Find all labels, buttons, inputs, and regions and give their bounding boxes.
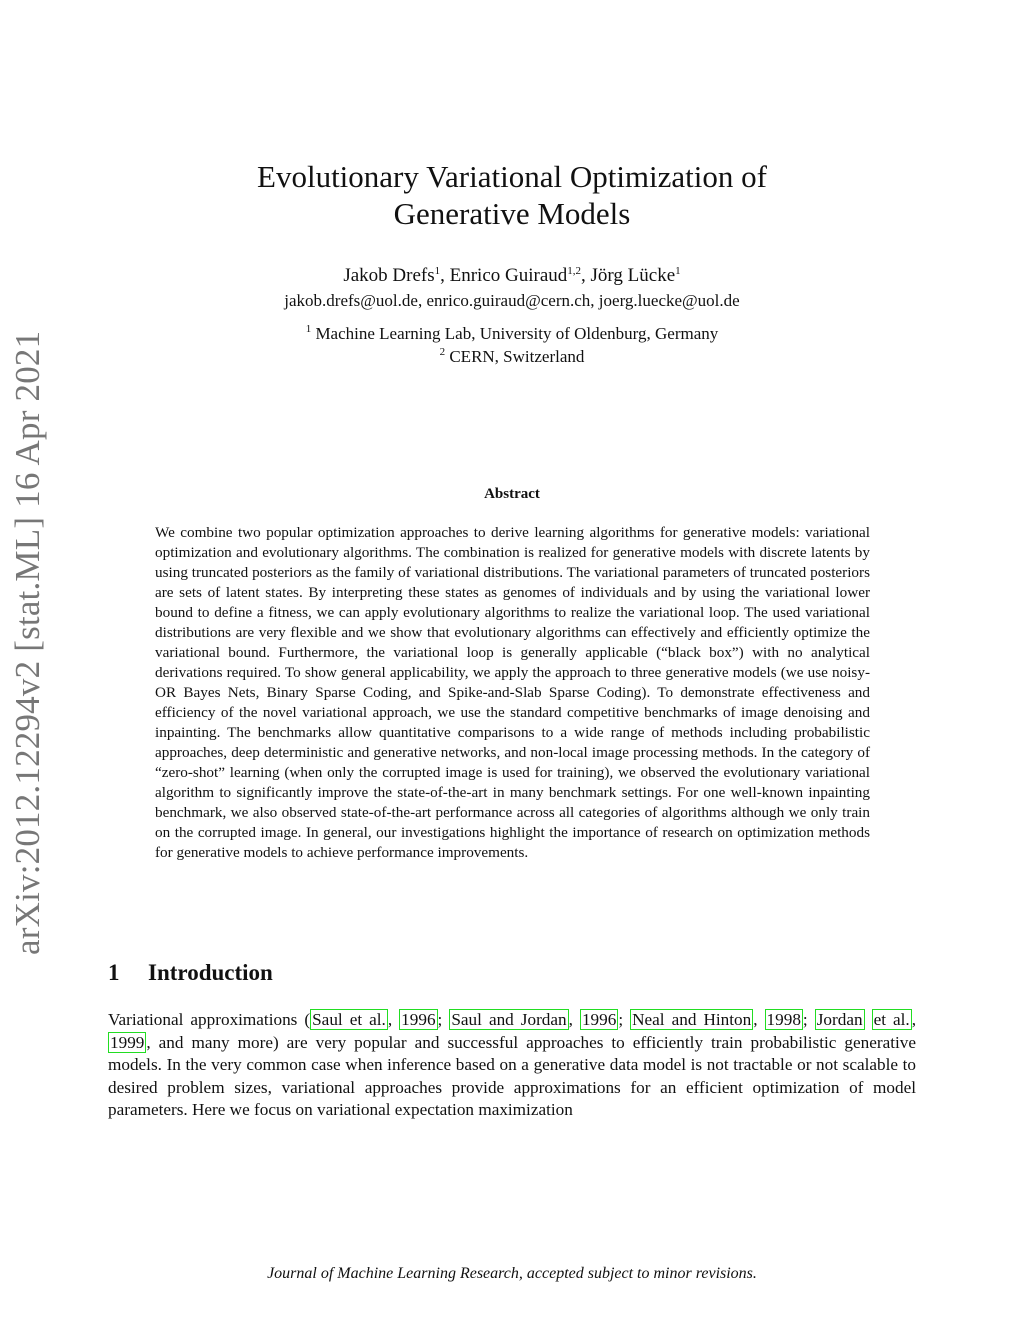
- section-title: Introduction: [148, 960, 273, 985]
- abstract-heading: Abstract: [484, 486, 540, 502]
- citation-separator: ,: [387, 1010, 400, 1029]
- citation-year-link[interactable]: 1996: [581, 1010, 617, 1029]
- citation-separator: ,: [753, 1010, 765, 1029]
- author-name: Jörg Lücke: [590, 265, 676, 286]
- citation-separator: ,: [911, 1010, 917, 1029]
- citation-link[interactable]: Jordan: [816, 1010, 863, 1029]
- affiliation-2: [150, 347, 874, 367]
- journal-footer-note: Journal of Machine Learning Research, accepted subject to minor revisions.: [267, 1265, 757, 1282]
- introduction-paragraph: [108, 1009, 916, 1122]
- author-name: Jakob Drefs: [343, 265, 435, 286]
- author-affiliation-mark: 1: [675, 265, 681, 277]
- author-name: Enrico Guiraud: [449, 265, 568, 286]
- affiliation-mark: 1: [305, 323, 312, 335]
- citation-link[interactable]: Saul et al.: [312, 1010, 386, 1029]
- citation-link[interactable]: Saul and Jordan: [451, 1010, 567, 1029]
- author-affiliation-mark: 1,2: [567, 265, 582, 277]
- citation-link[interactable]: Neal and Hinton: [632, 1010, 752, 1029]
- title-line-2: Generative Models: [393, 196, 631, 231]
- affiliation-text: Machine Learning Lab, University of Oldenburg, Germany: [315, 324, 719, 343]
- paper-title: [150, 158, 874, 232]
- intro-text-start: Variational approximations (: [108, 1010, 311, 1029]
- affiliation-text: CERN, Switzerland: [449, 347, 585, 366]
- abstract-body: We combine two popular optimization approaches to derive learning algorithms for generative models: variational optimization and evolutionary algorithms. The combination is realized for generative models with discrete latents by using truncated posteriors as the family of variational distributions. The variational parameters of truncated posteriors are sets of latent states. By interpreting these states as genomes of individuals and by using the variational lower bound to define a fitness, we can apply evolutionary algorithms to realize the variational loop. The used variational distributions are very flexible and we show that evolutionary algorithms can effectively and efficiently optimize the variational bound. Furthermore, the variational loop is generally applicable (“black box”) with no analytical derivations required. To show general applicability, we apply the approach to three generative models (we use noisy-OR Bayes Nets, Binary Sparse Coding, and Spike-and-Slab Sparse Coding). To demonstrate effectiveness and efficiency of the novel variational approach, we use the standard competitive benchmarks of image denoising and inpainting. The benchmarks allow quantitative comparisons to a wide range of methods including probabilistic approaches, deep deterministic and generative networks, and non-local image processing methods. In the category of “zero-shot” learning (when only the corrupted image is used for training), we observed the evolutionary variational algorithm to significantly improve the state-of-the-art in many benchmark settings. For one well-known inpainting benchmark, we also observed state-of-the-art performance across all categories of algorithms although we only train on the corrupted image. In general, our investigations highlight the importance of research on optimization methods for generative models to achieve performance improvements.: [155, 524, 870, 861]
- citation-separator: ;: [618, 1010, 631, 1029]
- title-line-1: Evolutionary Variational Optimization of: [257, 159, 767, 194]
- author-list: Jakob Drefs$^1$, Enrico Guiraud$^{1,2}$, Jörg Lücke$^1$: [343, 265, 681, 286]
- arxiv-identifier-stamp: arXiv:2012.12294v2 [stat.ML] 16 Apr 2021: [8, 330, 47, 955]
- citation-year-link[interactable]: 1996: [401, 1010, 436, 1029]
- section-number: 1: [108, 960, 120, 985]
- intro-text-rest: , and many more) are very popular and successful approaches to efficiently train probabilistic generative models. In the very common case when inference based on a generative data model is not tractable or not scalable to desired problem sizes, variational approaches provide approximations for an efficient optimization of model parameters. Here we focus on variational expectation maximization: [108, 1032, 916, 1120]
- citation-link[interactable]: et al.: [873, 1010, 910, 1029]
- citation-year-link[interactable]: 1998: [766, 1010, 801, 1029]
- citation-separator: ;: [437, 1010, 450, 1029]
- affiliation-mark: 2: [439, 346, 446, 358]
- citation-year-link[interactable]: 1999: [110, 1032, 145, 1052]
- author-affiliation-mark: 1: [434, 265, 441, 277]
- citation-separator: ,: [568, 1010, 580, 1029]
- affiliation-1: [150, 324, 874, 344]
- author-emails: jakob.drefs@uol.de, enrico.guiraud@cern.ch, joerg.luecke@uol.de: [284, 291, 740, 310]
- citation-separator: ;: [802, 1010, 815, 1029]
- section-heading: [108, 960, 273, 986]
